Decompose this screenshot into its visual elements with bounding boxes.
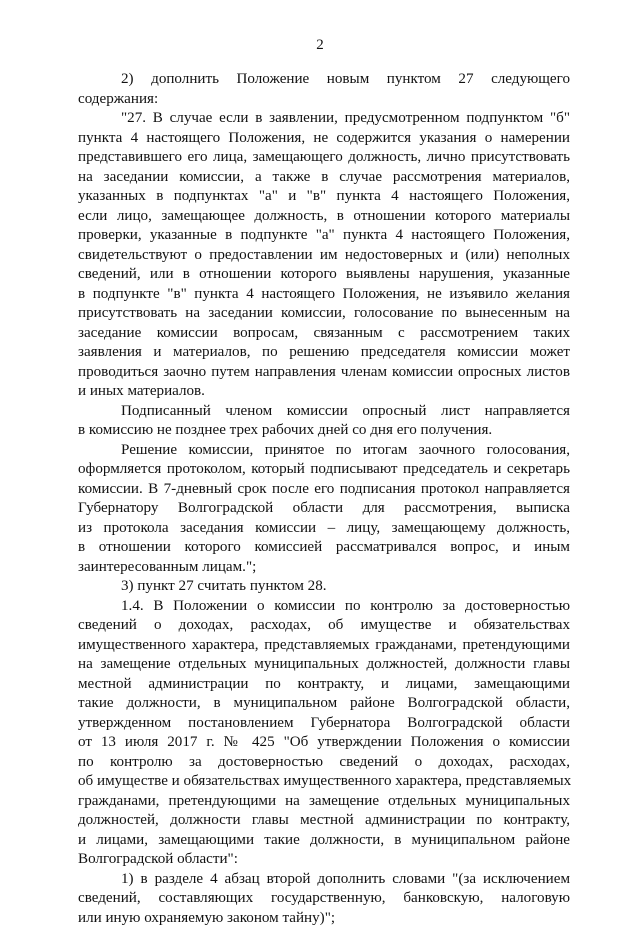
text-line: сведений о доходах, расходах, об имуществе и обязательствах	[78, 616, 570, 636]
text-line: заявления и материалов, по решению председателя комиссии может	[78, 343, 570, 363]
text-line: или иную охраняемую законом тайну)";	[78, 909, 570, 928]
text-line: содержания:	[78, 90, 570, 110]
text-line: такие должности, в муниципальном районе Волгоградской области,	[78, 694, 570, 714]
text-line: заседание комиссии вопросам, связанным с рассмотрением таких	[78, 324, 570, 344]
text-line: местной администрации по контракту, и лицами, замещающими	[78, 675, 570, 695]
text-line: оформляется протоколом, который подписывают председатель и секретарь	[78, 460, 570, 480]
text-line: имущественного характера, представляемых гражданами, претендующими	[78, 636, 570, 656]
text-line: свидетельствуют о предоставлении им недостоверных и (или) неполных	[78, 246, 570, 266]
text-line: указанных в подпунктах "а" и "в" пункта 4 настоящего Положения,	[78, 187, 570, 207]
text-line: должностей, должности главы местной администрации по контракту,	[78, 811, 570, 831]
text-line: утвержденном постановлением Губернатора Волгоградской области	[78, 714, 570, 734]
text-line: сведений, или в отношении которого выявлены нарушения, указанные	[78, 265, 570, 285]
text-line: на заседании комиссии, а также в случае рассмотрения материалов,	[78, 168, 570, 188]
page-number: 2	[0, 36, 640, 54]
text-line: Подписанный членом комиссии опросный лист направляется	[78, 402, 570, 422]
text-line: если лицо, замещающее должность, в отношении которого материалы	[78, 207, 570, 227]
text-line: 1.4. В Положении о комиссии по контролю за достоверностью	[78, 597, 570, 617]
text-line: гражданами, претендующими на замещение отдельных муниципальных	[78, 792, 570, 812]
text-line: из протокола заседания комиссии – лицу, замещающему должность,	[78, 519, 570, 539]
text-line: пункта 4 настоящего Положения, не содержится указания о намерении	[78, 129, 570, 149]
text-line: сведений, составляющих государственную, банковскую, налоговую	[78, 889, 570, 909]
text-line: присутствовать на заседании комиссии, голосование по вынесенным на	[78, 304, 570, 324]
text-line: в комиссию не позднее трех рабочих дней со дня его получения.	[78, 421, 570, 441]
text-line: и лицами, замещающими такие должности, в муниципальном районе	[78, 831, 570, 851]
document-body	[78, 70, 570, 928]
text-line: "27. В случае если в заявлении, предусмотренном подпунктом "б"	[78, 109, 570, 129]
text-line: об имуществе и обязательствах имущественного характера, представляемых	[78, 772, 570, 792]
text-line: Решение комиссии, принятое по итогам заочного голосования,	[78, 441, 570, 461]
text-line: заинтересованным лицам.";	[78, 558, 570, 578]
text-line: по контролю за достоверностью сведений о доходах, расходах,	[78, 753, 570, 773]
text-line: представившего его лица, замещающего должность, лично присутствовать	[78, 148, 570, 168]
text-line: в отношении которого комиссией рассматривался вопрос, и иным	[78, 538, 570, 558]
text-line: комиссии. В 7-дневный срок после его подписания протокол направляется	[78, 480, 570, 500]
text-line: 1) в разделе 4 абзац второй дополнить словами "(за исключением	[78, 870, 570, 890]
text-line: проверки, указанные в подпункте "а" пункта 4 настоящего Положения,	[78, 226, 570, 246]
text-line: и иных материалов.	[78, 382, 570, 402]
text-line: в подпункте "в" пункта 4 настоящего Положения, не изъявило желания	[78, 285, 570, 305]
text-line: на замещение отдельных муниципальных должностей, должности главы	[78, 655, 570, 675]
text-line: Губернатору Волгоградской области для рассмотрения, выписка	[78, 499, 570, 519]
text-line: Волгоградской области":	[78, 850, 570, 870]
text-line: 2) дополнить Положение новым пунктом 27 следующего	[78, 70, 570, 90]
text-line: проводиться заочно путем направления членам комиссии опросных листов	[78, 363, 570, 383]
text-line: от 13 июля 2017 г. № 425 "Об утверждении Положения о комиссии	[78, 733, 570, 753]
text-line: 3) пункт 27 считать пунктом 28.	[78, 577, 570, 597]
